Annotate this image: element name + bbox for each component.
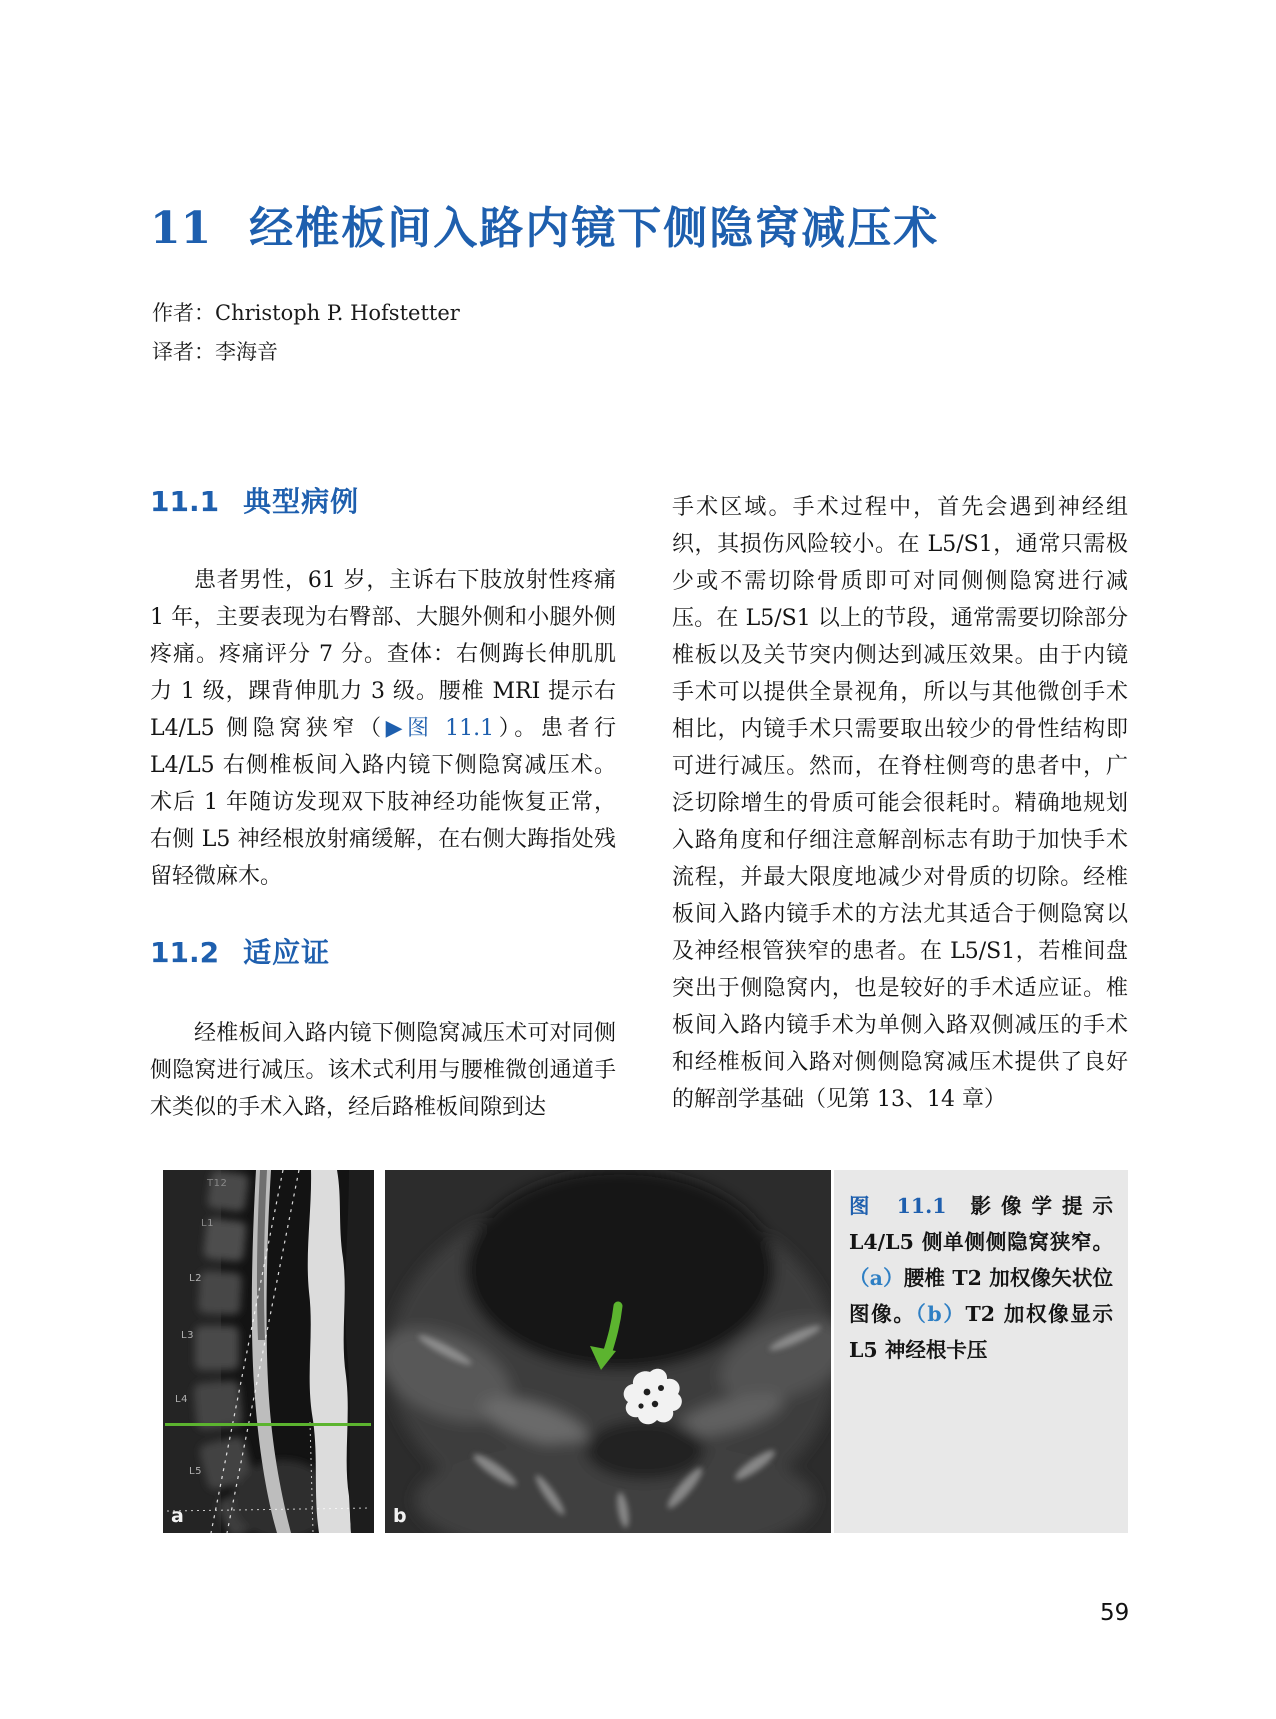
axial-mri-image (385, 1170, 831, 1533)
axial-scanline-indicator (165, 1423, 371, 1426)
figure-caption-text-3: T2 加权像显示 L5 神经根卡压 (849, 1302, 1113, 1362)
author-name: Christoph P. Hofstetter (215, 301, 460, 325)
spine-level-label-t12: T12 (207, 1178, 228, 1189)
case-text-after-figref: ）。患者行 L4/L5 右侧椎板间入路内镜下侧隐窝减压术。术后 1 年随访发现双下肢神经功能恢复正常，右侧 L5 神经根放射痛缓解，在右侧大踇指处残留轻微麻木。 (150, 716, 616, 889)
chapter-title-text: 经椎板间入路内镜下侧隐窝减压术 (249, 203, 940, 254)
indications-paragraph-right-column: 手术区域。手术过程中，首先会遇到神经组织，其损伤风险较小。在 L5/S1，通常只需极少或不需切除骨质即可对同侧侧隐窝进行减压。在 L5/S1 以上的节段，通常需要切除部分椎板以及关节突内侧达到减压效果。由于内镜手术可以提供全景视角，所以与其他微创手术相比，内镜手术只需要取出较少的骨性结构即可进行减压。然而，在脊柱侧弯的患者中，广泛切除增生的骨质可能会很耗时。精确地规划入路角度和仔细注意解剖标志有助于加快手术流程，并最大限度地减少对骨质的切除。经椎板间入路内镜手术的方法尤其适合于侧隐窝以及神经根管狭窄的患者。在 L5/S1，若椎间盘突出于侧隐窝内，也是较好的手术适应证。椎板间入路内镜手术为单侧入路双侧减压的手术和经椎板间入路对侧侧隐窝减压术提供了良好的解剖学基础（见第 13、14 章） (672, 495, 1128, 1112)
byline (152, 294, 460, 372)
section-11-1-heading (150, 480, 359, 520)
spine-level-label-l5: L5 (189, 1466, 202, 1477)
panel-b-letter: b (393, 1505, 407, 1527)
section-11-2-heading (150, 931, 330, 971)
panel-a-letter: a (171, 1505, 184, 1527)
case-paragraph (150, 562, 616, 895)
section-11-2-title: 适应证 (243, 936, 331, 969)
figure-11-1-crossref-link[interactable]: ▶图 11.1 (385, 716, 495, 741)
figure-caption (834, 1170, 1128, 1533)
mri-axial-panel (385, 1170, 831, 1533)
spine-level-label-l3: L3 (181, 1330, 194, 1341)
figure-11-1 (163, 1170, 1128, 1533)
spine-level-label-l1: L1 (201, 1218, 214, 1229)
translator-name: 李海音 (215, 340, 278, 364)
figure-caption-letter-b: （b） (915, 1302, 966, 1326)
sagittal-mri-image (163, 1170, 374, 1533)
spine-level-label-l4: L4 (175, 1394, 188, 1405)
figure-caption-letter-a: （a） (849, 1266, 904, 1290)
translator-label: 译者： (152, 340, 215, 364)
author-row (152, 294, 460, 333)
page-number: 59 (1100, 1600, 1130, 1626)
translator-row (152, 333, 460, 372)
chapter-number: 11 (150, 203, 212, 254)
figure-caption-text-1: 影像学提示 L4/L5 侧单侧侧隐窝狭窄。 (849, 1194, 1113, 1254)
chapter-title (150, 192, 1130, 256)
author-label: 作者： (152, 301, 215, 325)
mri-sagittal-panel (163, 1170, 374, 1533)
figure-caption-label: 图 11.1 (849, 1194, 947, 1218)
section-11-1-title: 典型病例 (243, 485, 360, 518)
figure-caption-text-2: 腰椎 T2 加权像矢状位图像。 (849, 1266, 1113, 1326)
section-11-2-number: 11.2 (150, 936, 220, 969)
indications-paragraph-left-column: 经椎板间入路内镜下侧隐窝减压术可对同侧侧隐窝进行减压。该术式利用与腰椎微创通道手术类似的手术入路，经后路椎板间隙到达 (150, 1021, 616, 1120)
spine-level-label-l2: L2 (189, 1273, 202, 1284)
section-11-1-number: 11.1 (150, 485, 220, 518)
case-text-before-figref: 患者男性，61 岁，主诉右下肢放射性疼痛 1 年，主要表现为右臀部、大腿外侧和小腿外侧疼痛。疼痛评分 7 分。查体：右侧踇长伸肌肌力 1 级，踝背伸肌力 3 级。腰椎 MRI 提示右 L4/L5 侧隐窝狭窄（ (150, 568, 616, 741)
